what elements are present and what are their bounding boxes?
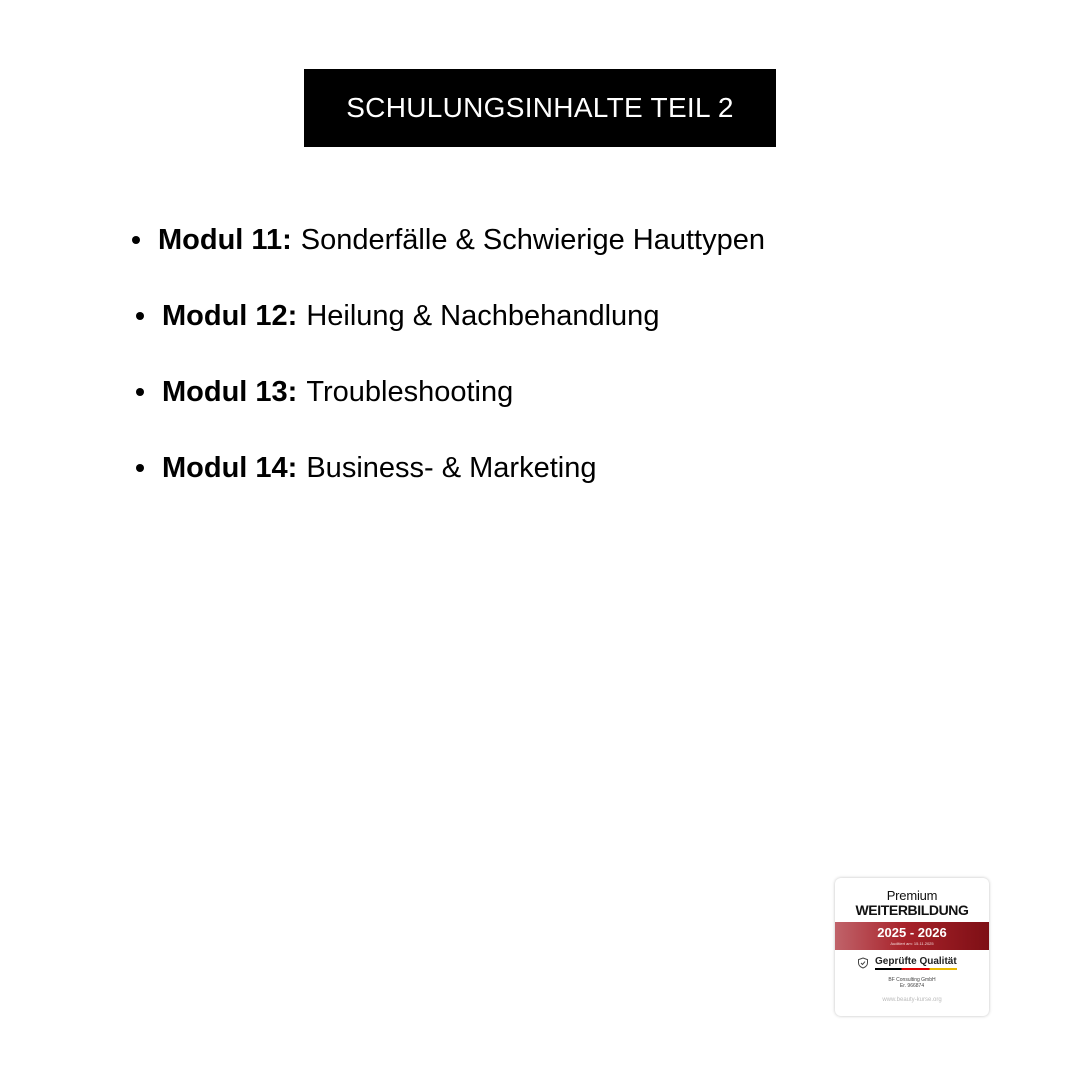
module-label: Modul 14: <box>162 452 298 484</box>
bullet-icon <box>136 388 144 396</box>
bullet-icon <box>136 464 144 472</box>
module-text: Troubleshooting <box>306 376 514 408</box>
badge-weiterbildung: WEITERBILDUNG <box>855 902 969 918</box>
shield-check-icon <box>857 957 869 969</box>
page-title-text: SCHULUNGSINHALTE TEIL 2 <box>346 92 734 123</box>
badge-years: 2025 - 2026 <box>877 925 947 940</box>
bullet-icon <box>132 236 140 244</box>
badge-year-band <box>835 922 989 950</box>
quality-badge <box>835 878 989 1016</box>
badge-quality-text: Geprüfte Qualität <box>875 956 957 970</box>
badge-company-line2: Er. 966874 <box>899 983 925 989</box>
list-item <box>136 450 596 486</box>
badge-quality <box>857 956 957 970</box>
list-item <box>132 222 765 258</box>
module-label: Modul 13: <box>162 376 298 408</box>
bullet-icon <box>136 312 144 320</box>
badge-url: www.beauty-kurse.org <box>882 997 942 1003</box>
page-title <box>304 69 776 147</box>
badge-company-line1: BF Consulting GmbH <box>888 977 936 983</box>
list-item <box>136 298 659 334</box>
module-label: Modul 12: <box>162 300 298 332</box>
module-text: Heilung & Nachbehandlung <box>306 300 660 332</box>
badge-audit-date: Auditiert am: 15.11.2025 <box>890 941 934 946</box>
module-text: Business- & Marketing <box>306 452 597 484</box>
module-text: Sonderfälle & Schwierige Hauttypen <box>300 224 766 256</box>
badge-premium: Premium <box>886 888 938 903</box>
list-item <box>136 374 513 410</box>
module-label: Modul 11: <box>158 224 292 256</box>
badge-company <box>835 977 989 989</box>
